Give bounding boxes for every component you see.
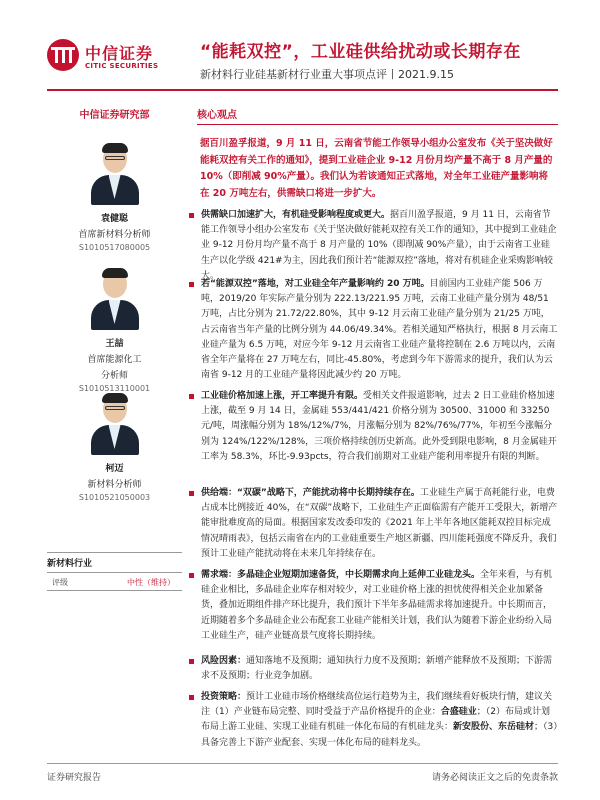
rating-label: 评级 [52, 578, 68, 587]
footer-label: 证券研究报告 [47, 773, 102, 783]
bullet-square-icon [189, 573, 194, 578]
bullet-square-icon [189, 659, 194, 664]
bullet-body: 全年来看，与有机硅企业相比，多晶硅企业库存相对较少，对工业硅价格上涨的担忧使得相关企业加紧备货，叠加近期组件排产环比提升，我们预计下半年多晶硅需求将加速提升。中长期而言，近期随着多个多晶硅企业公布配套工业硅产能相关计划，我们认为随着下游企业纷纷入局工业硅生产，硅产业链高景气度将长期持续。 [201, 570, 553, 641]
brand-name-en: CITIC SECURITIES [85, 62, 159, 70]
analyst-cert: S1010517080005 [78, 243, 151, 252]
analyst-card [47, 143, 182, 252]
analyst-sidebar [47, 106, 182, 121]
highlighted-company: 合盛硅业 [440, 707, 477, 718]
header-divider [47, 89, 558, 91]
bullet-body-tail: ；（3）具备完善上下游产业配套、实现一体化布局的硅料龙头。 [201, 722, 558, 748]
bullet-square-icon [189, 213, 194, 218]
sector-divider [47, 590, 182, 591]
analyst-photo [89, 143, 141, 205]
analyst-photo [89, 268, 141, 330]
bullet-lead: 需求端：多晶硅企业短期加速备货，中长期需求向上延伸工业硅龙头。 [201, 570, 481, 580]
analyst-name: 王喆 [105, 339, 124, 349]
bullet-body: 通知落地不及预期；通知执行力度不及预期；新增产能释放不及预期；下游需求不及预期；行业竞争加剧。 [201, 656, 553, 682]
bullet-lead: 供给端：“双碳”战略下，产能扰动将中长期持续存在。 [201, 488, 420, 498]
citic-logo-icon [47, 39, 79, 71]
analyst-card [47, 268, 182, 393]
bullet-lead: 供需缺口加速扩大，有机硅受影响程度或更大。 [201, 210, 391, 220]
disclaimer-note: 请务必阅读正文之后的免责条款 [431, 773, 558, 783]
analyst-cert: S1010521050003 [78, 493, 151, 502]
footer-divider [47, 763, 558, 764]
section-title: 核心观点 [197, 110, 237, 121]
bullet-body: 目前国内工业硅产能 506 万吨，2019/20 年实际产量分别为 222.13/221.95 万吨，云南工业硅产量分别为 48/51 万吨，占比分别为 21.72/22.80%，其中 9-12 月云南工业硅产量分别为 21/25 万吨，占云南省当年产量的比例分别为 44.06/49.34%。若相关通知严格执行，根据 8 月云南工业硅产量为 6.5 万吨，对应今年 9-12 月云南省工业硅产量将控制在 2.6 万吨以内，云南省全年产量将在 27 万吨左右，同比-45.80%，考虑到今年下游需求的提升，我们认为云南省 9-12 月的工业硅产量将因此减少约 20 万吨。 [201, 279, 558, 381]
bullet-lead: 投资策略： [201, 692, 247, 702]
analyst-role: 首席能源化工 [87, 355, 142, 365]
bullet-square-icon [189, 394, 194, 399]
sector-divider [47, 572, 182, 573]
bullet-lead: 若“能源双控”落地，对工业硅全年产量影响约 20 万吨。 [201, 279, 430, 289]
bullet-lead: 工业硅价格加速上涨，开工率提升有限。 [201, 391, 364, 401]
research-team-title: 中信证券研究部 [79, 110, 150, 121]
analyst-photo [89, 393, 141, 455]
rating-value: 中性（维持） [127, 578, 175, 587]
bullet-point [189, 277, 558, 383]
bullet-point [189, 486, 558, 562]
bullet-lead: 风险因素： [201, 656, 247, 666]
bullet-point [189, 568, 558, 644]
analyst-name: 柯迈 [105, 464, 124, 474]
analyst-role-line2: 分析师 [100, 371, 128, 381]
bullet-square-icon [189, 282, 194, 287]
analyst-role: 新材料分析师 [87, 480, 142, 490]
bullet-body: 预计工业硅市场价格继续高位运行趋势为主，我们继续看好板块行情，建议关注（1）产业链布局完整、同时受益于产品价格提升的企业： [201, 692, 553, 718]
bullet-square-icon [189, 491, 194, 496]
bullet-body: 据百川盈孚报道，9 月 11 日，云南省节能工作领导小组办公室发布《关于坚决做好能耗双控有关工作的通知》，其中提到工业硅企业 9-12 月份月均产量不高于 8 月产量的 10%（即削减 90%产量），由于云南省工业硅生产以化学级 421#为主，因此我们预计若“能源双控”落地，将对有机硅企业采购影响较大。 [201, 210, 557, 281]
report-subtitle: 新材料行业硅基新材行业重大事项点评丨2021.9.15 [200, 68, 454, 81]
highlighted-company: 新安股份、东岳硅材 [453, 722, 535, 733]
sector-divider [47, 552, 182, 553]
bullet-point [189, 690, 558, 751]
section-divider [197, 124, 558, 125]
analyst-card [47, 393, 182, 502]
analyst-name: 袁健聪 [100, 214, 128, 224]
bullet-body: 工业硅生产属于高耗能行业，电费占成本比例接近 40%，在“双碳”战略下，工业硅生产正面临需有产能开工受限大，新增产能审批难度高的局面。根据国家发改委印发的《2021 年上半年各地区能耗双控目标完成情况晴雨表》，包括云南省在内的工业硅重要生产地区新疆、四川能耗强度不降反升，我们预计工业硅产能扰动将在未来几年持续存在。 [201, 488, 558, 559]
sector-name: 新材料行业 [47, 559, 93, 569]
bullet-body-cont: ；（2）布局或计划布局上游工业硅、实现工业硅有机硅一体化布局的有机硅龙头： [201, 707, 550, 733]
brand-name-cn: 中信证券 [85, 44, 154, 63]
bullet-square-icon [189, 695, 194, 700]
bullet-point [189, 389, 558, 465]
analyst-role: 首席新材料分析师 [78, 230, 151, 240]
analyst-cert: S1010513110001 [78, 384, 151, 393]
key-summary: 据百川盈孚报道，9 月 11 日，云南省节能工作领导小组办公室发布《关于坚决做好能耗双控有关工作的通知》，提到工业硅企业 9-12 月份月均产量不高于 8 月产量的 10%（即削减 90%产量）。我们认为若该通知正式落地，对全年工业硅产量影响将在 20 万吨左右，供需缺口将进一步扩大。 [200, 138, 553, 199]
bullet-point [189, 654, 558, 684]
report-title: “能耗双控”，工业硅供给扰动或长期存在 [200, 42, 521, 62]
bullet-body: 受相关文件报道影响，过去 2 日工业硅价格加速上涨，截至 9 月 14 日，金属硅 553/441/421 价格分别为 30500、31000 和 33250 元/吨，周涨幅分别为 18%/12%/7%，月涨幅分别为 82%/76%/77%，年初至今涨幅分别为 124%/122%/128%，三项价格持续创历史新高。此外受到限电影响，8 月金属硅开工率为 58.3%，环比-9.93pcts，符合我们前期对工业硅产能利用率提升有限的判断。 [201, 391, 557, 462]
bullet-point [189, 208, 558, 284]
